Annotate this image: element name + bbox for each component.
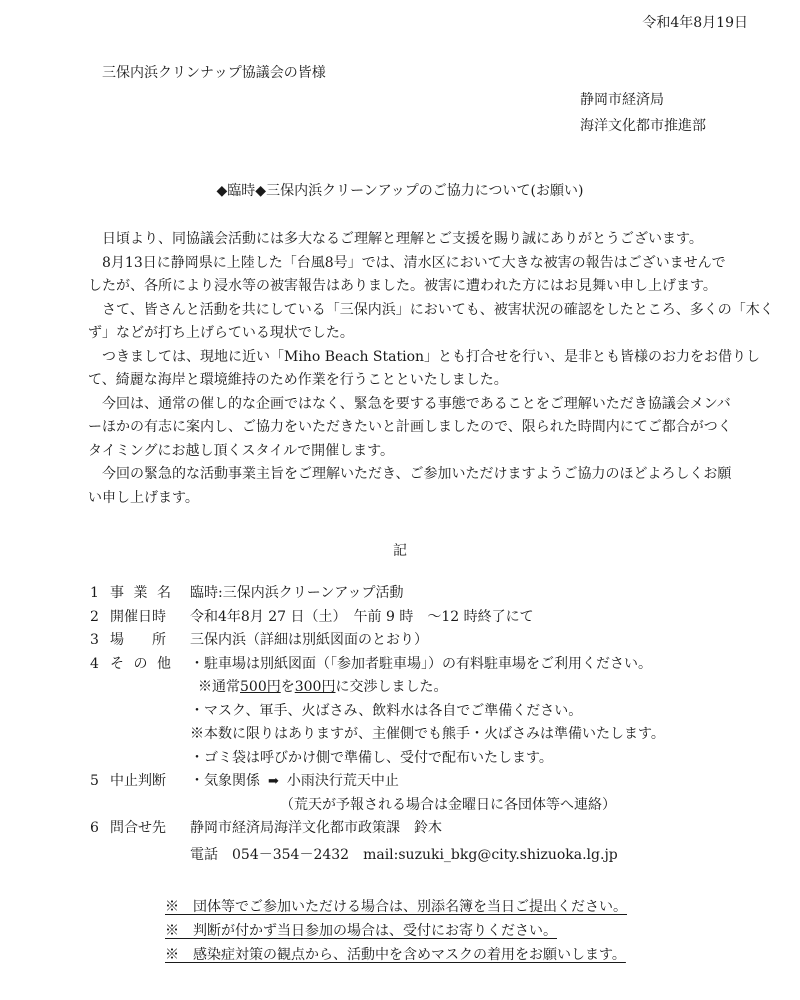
detail-note: ※本数に限りはありますが、主催側でも熊手・火ばさみは準備いたします。 <box>190 726 665 742</box>
detail-value: 令和4年8月 27 日（土） 午前 9 時 ～12 時終了にて <box>190 608 534 625</box>
document-date: 令和4年8月19日 <box>642 15 748 31</box>
detail-subrow <box>90 844 710 868</box>
body-line: て、綺麗な海岸と環境維持のため作業を行うことといたしました。 <box>88 372 508 388</box>
detail-note: ※通常500円を300円に交渉しました。 <box>198 679 448 695</box>
body-line: ず」などが打ち上げらている現状でした。 <box>88 325 354 341</box>
body-line: さて、皆さんと活動を共にしている「三保内浜」においても、被害状況の確認をしたところ、多くの「木く <box>102 301 774 318</box>
detail-number: 3 <box>90 632 99 648</box>
detail-value: 三保内浜（詳細は別紙図面のとおり） <box>190 632 428 648</box>
detail-label: 開催日時 <box>110 608 166 625</box>
detail-value: ・マスク、軍手、火ばさみ、飲料水は各自でご準備ください。 <box>190 702 583 719</box>
footnote: ※ 団体等でご参加いただける場合は、別添名簿を当日ご提出ください。 <box>165 899 627 915</box>
detail-subrow <box>90 747 710 771</box>
addressee: 三保内浜クリンナップ協議会の皆様 <box>102 65 326 81</box>
body-line: ーほかの有志に案内し、ご協力をいただきたいと計画しましたので、限られた時間内にてご都合がつく <box>88 419 732 435</box>
detail-value: ・ゴミ袋は呼びかけ側で準備し、受付で配布いたします。 <box>190 749 553 766</box>
sender-department: 海洋文化都市推進部 <box>580 118 706 134</box>
detail-label: 場 所 <box>110 632 166 648</box>
body-line: したが、各所により浸水等の被害報告はありました。被害に遭われた方にはお見舞い申し上げます。 <box>88 278 717 294</box>
detail-number: 4 <box>90 655 99 672</box>
sender-bureau: 静岡市経済局 <box>580 92 664 108</box>
detail-note: （荒天が予報される場合は金曜日に各団体等へ連絡） <box>280 796 616 813</box>
detail-value: 臨時:三保内浜クリーンアップ活動 <box>190 585 404 601</box>
detail-label: 事 業 名 <box>110 585 174 601</box>
document-body <box>88 228 774 510</box>
detail-number: 5 <box>90 773 99 789</box>
document-title: ◆臨時◆三保内浜クリーンアップのご協力について(お願い) <box>216 183 584 199</box>
detail-subrow <box>90 676 710 700</box>
detail-value: ・気象関係 ➡ 小雨決行荒天中止 <box>190 770 399 794</box>
footnote: ※ 感染症対策の観点から、活動中を含めマスクの着用をお願いします。 <box>165 947 626 963</box>
body-line: つきましては、現地に近い「Miho Beach Station」とも打合せを行い、是非とも皆様のお力をお借りし <box>102 348 761 365</box>
arrow-right-icon: ➡ <box>268 774 279 789</box>
detail-number: 2 <box>90 608 99 625</box>
detail-label: 問合せ先 <box>110 820 166 836</box>
detail-label: 中止判断 <box>110 773 166 789</box>
footnotes <box>165 895 627 967</box>
footnote: ※ 判断が付かず当日参加の場合は、受付にお寄りください。 <box>165 923 557 939</box>
detail-subrow <box>90 723 710 747</box>
detail-row-cancellation <box>90 770 710 794</box>
contact-phone-mail: 電話 054－354－2432 mail:suzuki_bkg@city.shizuoka.lg.jp <box>190 846 618 863</box>
contact-office: 静岡市経済局海洋文化都市政策課 鈴木 <box>190 820 442 836</box>
detail-row-contact <box>90 817 710 841</box>
detail-row-other <box>90 653 710 677</box>
ki-heading: 記 <box>393 543 407 559</box>
body-line: い申し上げます。 <box>88 489 199 506</box>
detail-value: ・駐車場は別紙図面（「参加者駐車場」）の有料駐車場をご利用ください。 <box>190 655 652 672</box>
detail-number: 6 <box>90 820 99 836</box>
detail-subrow <box>90 700 710 724</box>
body-line: 今回は、通常の催し的な企画ではなく、緊急を要する事態であることをご理解いただき協議会メンバ <box>102 395 731 412</box>
detail-row-datetime <box>90 606 710 630</box>
detail-label: そ の 他 <box>110 655 174 672</box>
detail-subrow <box>90 794 710 818</box>
body-line: 今回の緊急的な活動事業主旨をご理解いただき、ご参加いただけますようご協力のほどよろしくお願 <box>102 466 732 482</box>
detail-row-event-name <box>90 582 710 606</box>
body-line: タイミングにお越し頂くスタイルで開催します。 <box>88 442 395 459</box>
body-line: 8月13日に静岡県に上陸した「台風8号」では、清水区において大きな被害の報告はございませんで <box>102 254 726 271</box>
details-list <box>90 582 710 867</box>
body-line: 日頃より、同協議会活動には多大なるご理解と理解とご支援を賜り誠にありがとうございます。 <box>102 231 703 247</box>
detail-number: 1 <box>90 585 99 601</box>
detail-row-location <box>90 629 710 653</box>
